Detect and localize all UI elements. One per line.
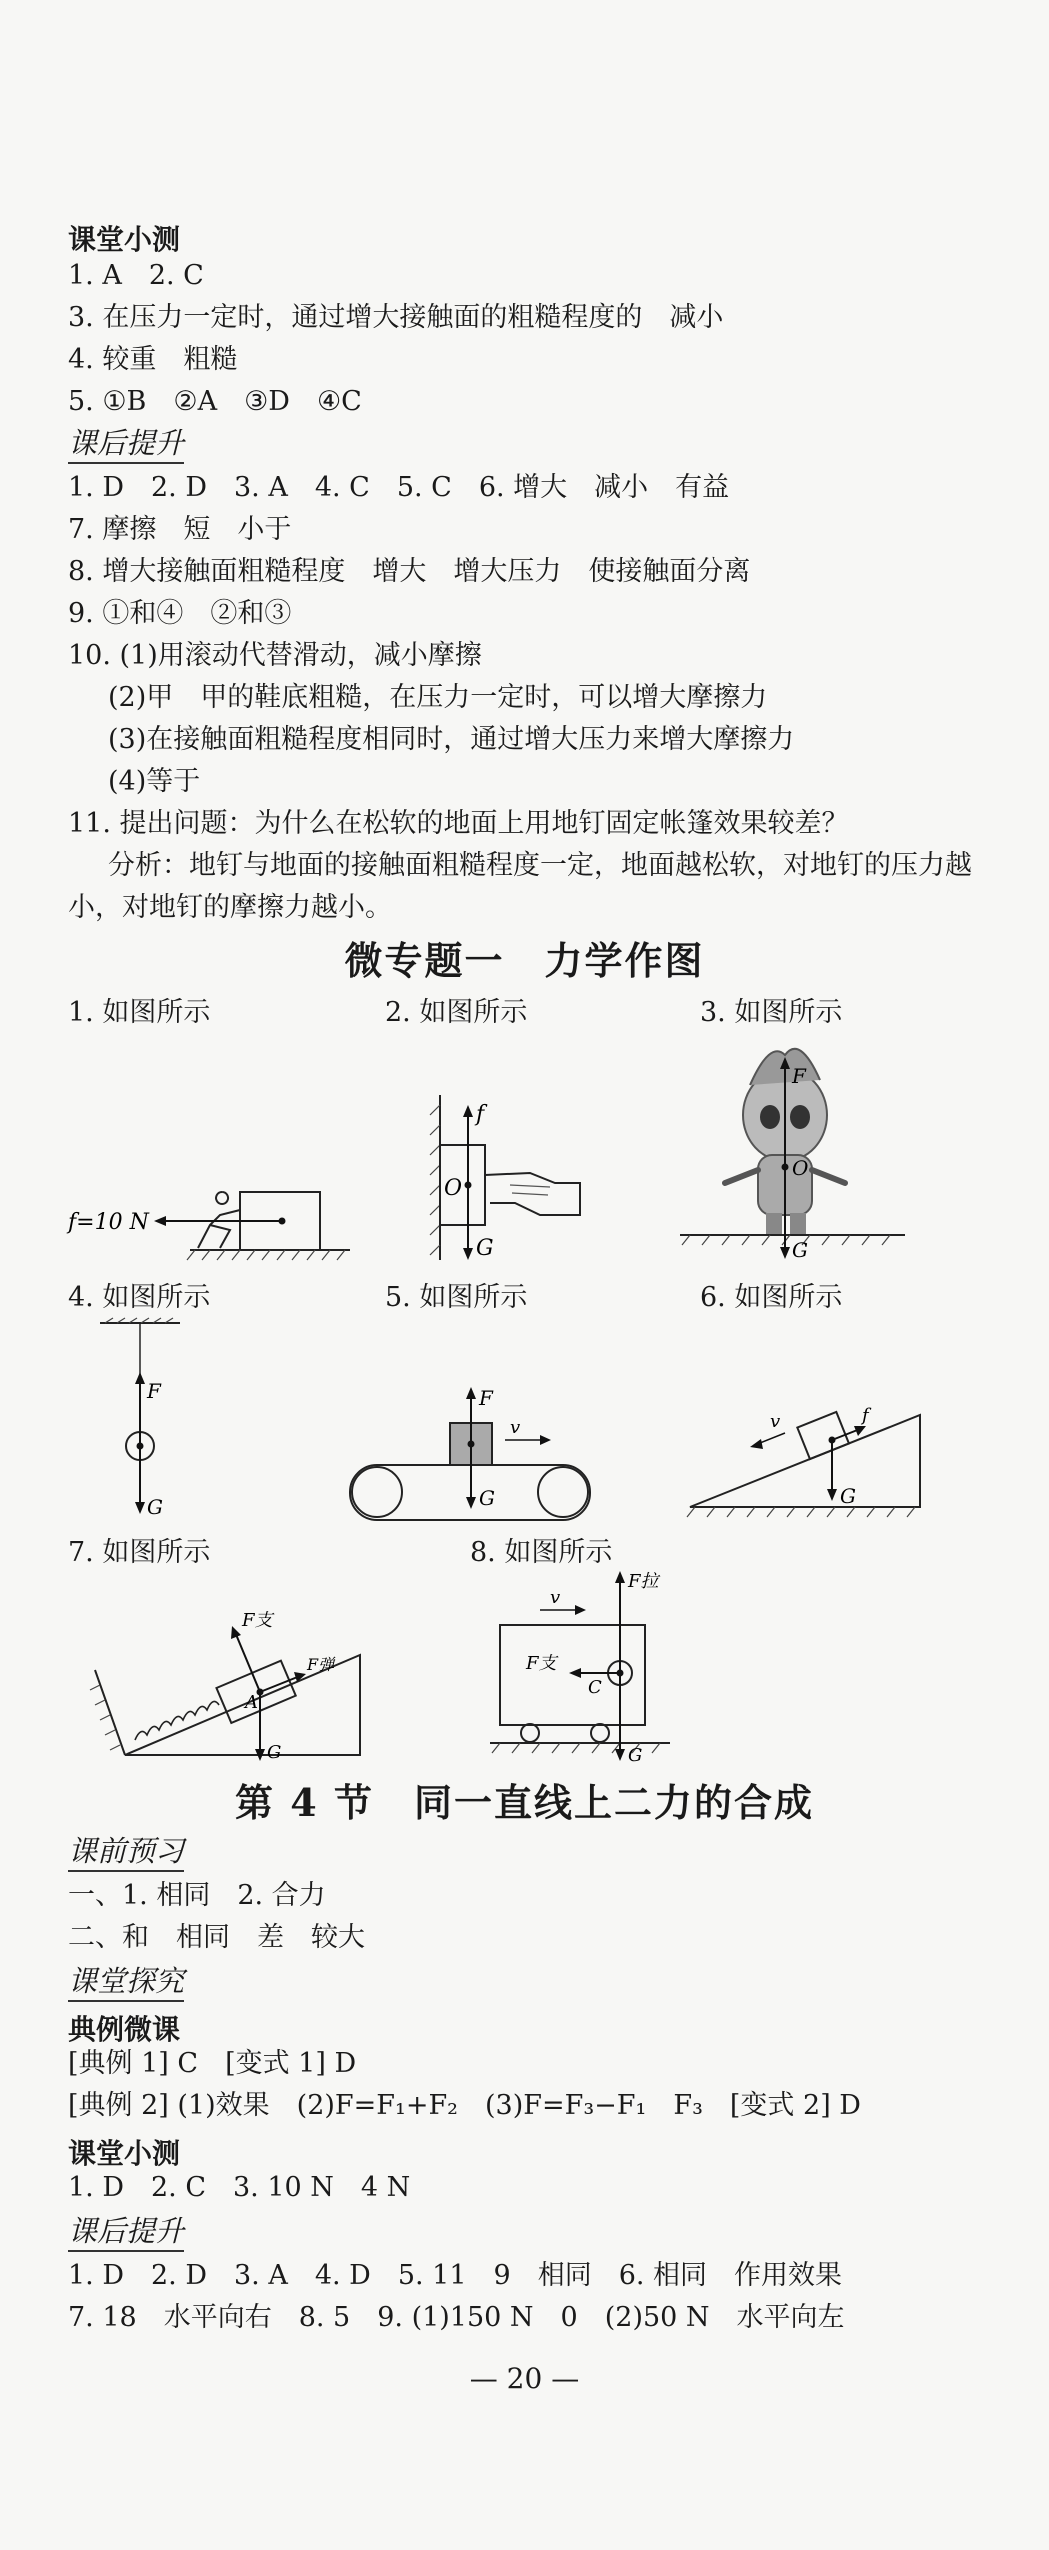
answer-line: 9. ①和④ ②和③ [68, 598, 292, 629]
answer-line: 7. 18 水平向右 8. 5 9. (1)150 N 0 (2)50 N 水平向左 [68, 2302, 845, 2333]
figure-caption: 6. 如图所示 [700, 1282, 843, 1313]
answer-line: (2)甲 甲的鞋底粗糙，在压力一定时，可以增大摩擦力 [108, 682, 768, 713]
force-label: f=10 N [68, 1210, 149, 1235]
section-heading: 课后提升 [68, 2212, 184, 2252]
section-heading: 课堂探究 [68, 1962, 184, 2002]
force-label: G [267, 1742, 282, 1763]
force-label: f [862, 1405, 869, 1426]
subsection-heading: 典例微课 [68, 2013, 181, 2046]
force-label: G [840, 1484, 856, 1508]
figure-caption: 3. 如图所示 [700, 997, 843, 1028]
point-label: A [245, 1692, 258, 1713]
answer-line: 10. (1)用滚动代替滑动，减小摩擦 [68, 640, 482, 671]
answer-line: 小，对地钉的摩擦力越小。 [68, 892, 392, 923]
figure-7 [95, 1590, 375, 1765]
section-heading: 课前预习 [68, 1832, 184, 1872]
force-label: F弹 [307, 1655, 335, 1674]
figure-caption: 5. 如图所示 [385, 1282, 528, 1313]
figure-caption: 4. 如图所示 [68, 1282, 211, 1313]
figure-caption: 2. 如图所示 [385, 997, 528, 1028]
answer-line: (3)在接触面粗糙程度相同时，通过增大压力来增大摩擦力 [108, 724, 795, 755]
figure-6 [690, 1395, 940, 1525]
answer-line: 1. D 2. D 3. A 4. C 5. C 6. 增大 减小 有益 [68, 472, 730, 503]
force-label: F [479, 1386, 493, 1410]
force-label: G [792, 1238, 808, 1262]
section-heading: 课堂小测 [68, 2137, 181, 2170]
point-label: O [792, 1156, 809, 1180]
figure-2 [420, 1095, 620, 1275]
force-label: G [476, 1236, 494, 1261]
answer-line: [典例 2] (1)效果 (2)F=F₁+F₂ (3)F=F₃−F₁ F₃ [变式 2] D [68, 2090, 861, 2121]
force-label: G [147, 1495, 163, 1519]
figure-1 [60, 1170, 360, 1260]
force-label: F [792, 1064, 806, 1088]
topic-title: 微专题一 力学作图 [344, 938, 705, 983]
force-label: f [476, 1102, 485, 1127]
answer-line: (4)等于 [108, 766, 201, 797]
force-label: G [479, 1486, 495, 1510]
section-heading: 课后提升 [68, 424, 184, 464]
page-number: — 20 — [469, 2362, 580, 2395]
velocity-label: v [550, 1587, 561, 1608]
answer-line: 4. 较重 粗糙 [68, 344, 238, 375]
figure-4 [95, 1318, 185, 1518]
velocity-label: v [510, 1417, 521, 1438]
force-label: F [147, 1379, 161, 1403]
answer-line: 一、1. 相同 2. 合力 [68, 1880, 326, 1911]
figure-3 [680, 1035, 920, 1265]
answer-line: 分析：地钉与地面的接触面粗糙程度一定，地面越松软，对地钉的压力越 [108, 850, 972, 881]
answer-line: 7. 摩擦 短 小于 [68, 514, 292, 545]
section-title: 第 4 节 同一直线上二力的合成 [235, 1780, 814, 1825]
point-label: C [588, 1677, 602, 1698]
answer-line: 8. 增大接触面粗糙程度 增大 增大压力 使接触面分离 [68, 556, 751, 587]
figure-caption: 8. 如图所示 [470, 1537, 613, 1568]
force-label: F支 [242, 1610, 273, 1631]
answer-line: 11. 提出问题：为什么在松软的地面上用地钉固定帐篷效果较差？ [68, 808, 849, 839]
answer-line: 3. 在压力一定时，通过增大接触面的粗糙程度的 减小 [68, 302, 724, 333]
section-heading: 课堂小测 [68, 223, 181, 256]
answer-line: 1. D 2. D 3. A 4. D 5. 11 9 相同 6. 相同 作用效果 [68, 2260, 843, 2291]
answer-line: 5. ①B ②A ③D ④C [68, 386, 362, 417]
answer-line: [典例 1] C [变式 1] D [68, 2048, 357, 2079]
force-label: F支 [526, 1653, 557, 1674]
force-label: F拉 [628, 1571, 659, 1592]
figure-caption: 1. 如图所示 [68, 997, 211, 1028]
velocity-label: v [770, 1411, 781, 1432]
figure-8 [490, 1565, 690, 1765]
answer-line: 1. A 2. C [68, 260, 204, 291]
answer-line: 1. D 2. C 3. 10 N 4 N [68, 2172, 411, 2203]
figure-5 [345, 1385, 615, 1525]
answer-line: 二、和 相同 差 较大 [68, 1922, 365, 1953]
point-label: O [444, 1176, 463, 1201]
figure-caption: 7. 如图所示 [68, 1537, 211, 1568]
force-label: G [628, 1745, 643, 1766]
